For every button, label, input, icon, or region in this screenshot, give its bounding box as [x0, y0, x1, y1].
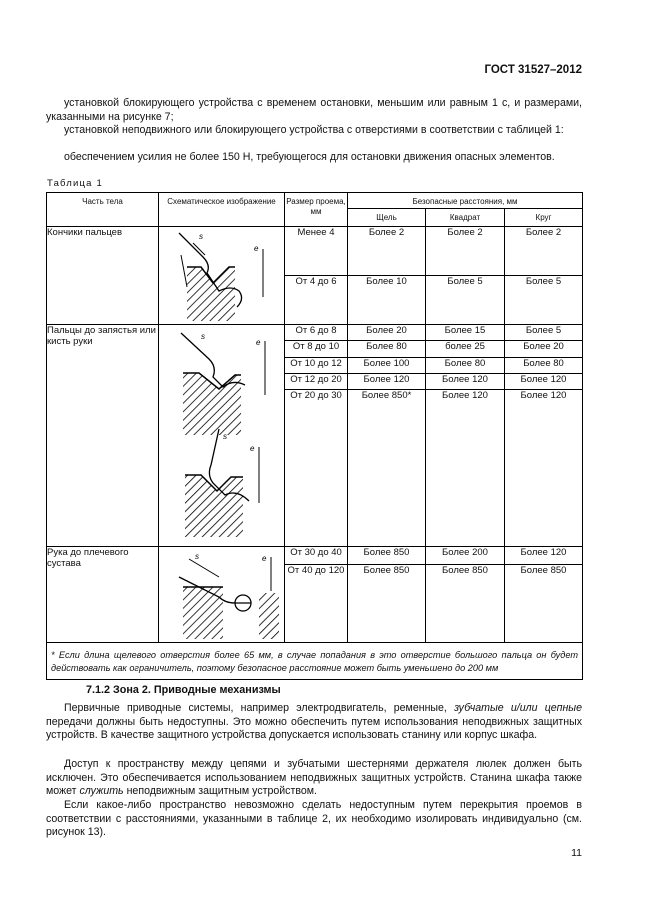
square-cell: Более 15 [426, 325, 505, 341]
header-square: Квадрат [426, 209, 505, 227]
section-title: 7.1.2 Зона 2. Приводные механизмы [86, 684, 281, 696]
square-cell: более 25 [426, 341, 505, 357]
label-sr: s [201, 332, 205, 341]
size-cell: От 40 до 120 [285, 564, 348, 642]
circle-cell: Более 120 [505, 373, 583, 389]
circle-cell: Более 80 [505, 357, 583, 373]
paragraph-drives [46, 702, 582, 743]
para-italic: служить [79, 785, 124, 798]
slot-cell: Более 20 [348, 325, 426, 341]
size-cell: От 20 до 30 [285, 390, 348, 547]
label-sr: s [199, 232, 203, 241]
label-e: e [256, 338, 261, 347]
slot-cell: Более 850 [348, 547, 426, 565]
square-cell: Более 80 [426, 357, 505, 373]
label-sr: s [223, 432, 227, 441]
circle-cell: Более 2 [505, 227, 583, 276]
part-fingers-wrist: Пальцы до запястья или кисть руки [47, 325, 159, 547]
part-arm-shoulder: Рука до плечевого сустава [47, 547, 159, 643]
square-cell: Более 5 [426, 276, 505, 325]
intro-paragraph-1: установкой блокирующего устройства с временем остановки, меньшим или равным 1 с, и размерами, указанными на рисунке 7; [46, 97, 582, 123]
square-cell: Более 850 [426, 564, 505, 642]
slot-cell: Более 80 [348, 341, 426, 357]
paragraph-access [46, 758, 582, 799]
slot-cell: Более 10 [348, 276, 426, 325]
circle-cell: Более 20 [505, 341, 583, 357]
para-text: Первичные приводные системы, например электродвигатель, ременные, [64, 702, 455, 714]
table-footnote: * Если длина щелевого отверстия более 65 мм, в случае попадания в это отверстие большого пальца он будет действовать как ограничитель, поэтому безопасное расстояние может быть уменьшено до 200 мм [47, 643, 583, 680]
slot-cell: Более 2 [348, 227, 426, 276]
header-safe-distances: Безопасные расстояния, мм [348, 193, 583, 209]
size-cell: От 10 до 12 [285, 357, 348, 373]
circle-cell: Более 5 [505, 276, 583, 325]
square-cell: Более 200 [426, 547, 505, 565]
page-number: 11 [571, 847, 582, 859]
para-text: передачи должны быть недоступны. Это можно обеспечить путем использования неподвижных защитных устройств. В качестве защитного устройства допускается использовать станину или корпус шкафа. [46, 715, 582, 742]
fingertip-scheme [159, 227, 285, 325]
intro-paragraph-2: установкой неподвижного или блокирующего устройства с отверстиями в соответствии с таблицей 1: [64, 124, 564, 136]
label-e: e [254, 244, 259, 253]
square-cell: Более 120 [426, 373, 505, 389]
hand-scheme [159, 325, 285, 547]
circle-cell: Более 5 [505, 325, 583, 341]
size-cell: От 6 до 8 [285, 325, 348, 341]
para-text: Доступ к пространству между цепями и зубчатыми шестернями держателя люлек должен быть исключен. Это обеспечивается использованием неподвижных защитных устройств. Станина шкафа также может [46, 758, 582, 798]
circle-cell: Более 120 [505, 547, 583, 565]
size-cell: От 4 до 6 [285, 276, 348, 325]
safety-distance-table [46, 192, 583, 680]
header-part: Часть тела [47, 193, 159, 227]
part-fingertips: Кончики пальцев [47, 227, 159, 325]
slot-cell: Более 120 [348, 373, 426, 389]
arm-scheme [159, 547, 285, 643]
size-cell: От 8 до 10 [285, 341, 348, 357]
circle-cell: Более 120 [505, 390, 583, 547]
para-italic: зубчатые и/или цепные [454, 702, 582, 714]
square-cell: Более 120 [426, 390, 505, 547]
header-size: Размер проема, мм [285, 193, 348, 227]
size-cell: Менее 4 [285, 227, 348, 276]
para-text: неподвижным защитным устройством. [123, 785, 317, 798]
square-cell: Более 2 [426, 227, 505, 276]
header-scheme: Схематическое изображение [159, 193, 285, 227]
circle-cell: Более 850 [505, 564, 583, 642]
header-slot: Щель [348, 209, 426, 227]
intro-paragraph-3: обеспечением усилия не более 150 Н, требующегося для остановки движения опасных элементов. [64, 151, 555, 163]
label-e: e [250, 444, 255, 453]
size-cell: От 30 до 40 [285, 547, 348, 565]
header-circle: Круг [505, 209, 583, 227]
slot-cell: Более 850 [348, 564, 426, 642]
table-caption: Таблица 1 [47, 178, 103, 189]
slot-cell: Более 850* [348, 390, 426, 547]
label-sr: s [195, 552, 199, 561]
slot-cell: Более 100 [348, 357, 426, 373]
size-cell: От 12 до 20 [285, 373, 348, 389]
document-header: ГОСТ 31527–2012 [484, 64, 582, 76]
paragraph-isolation: Если какое-либо пространство невозможно сделать недоступным путем перекрытия проемов в соответствии с расстояниями, указанными в таблице 2, их необходимо изолировать индивидуально (см. рисунок 13). [46, 799, 582, 839]
label-e: e [262, 554, 267, 563]
